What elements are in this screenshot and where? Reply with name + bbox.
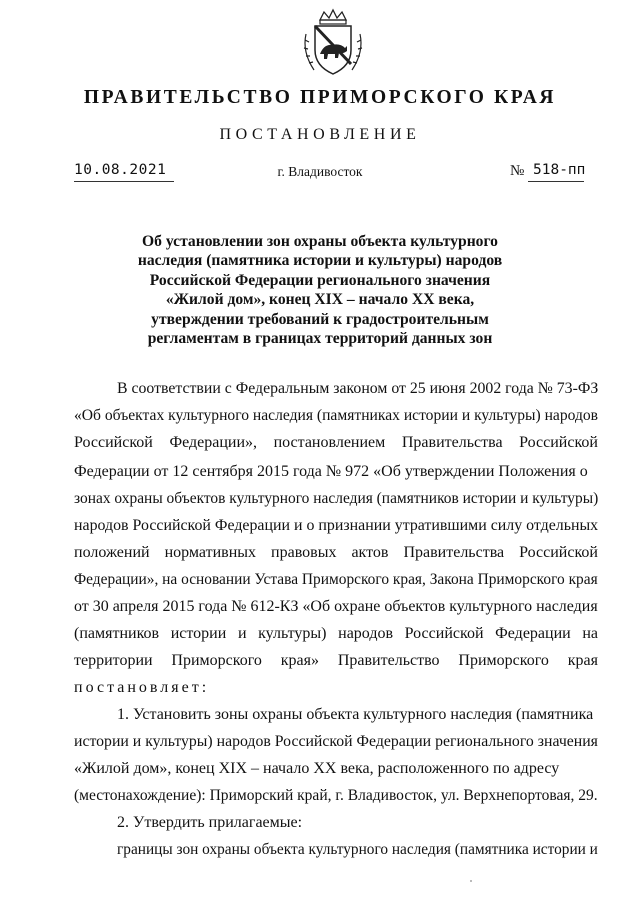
document-date: 10.08.2021: [74, 162, 167, 178]
word: Правительства: [403, 544, 505, 561]
heading-line: наследия (памятника истории и культуры) народов: [137, 252, 503, 270]
paragraph-line: Федерации от 12 сентября 2015 года № 972 «Об утверждении Положения о: [74, 463, 588, 480]
heading-line: утверждении требований к градостроительным: [151, 310, 489, 328]
word: Российской: [519, 434, 598, 451]
heading-line: «Жилой дом», конец XIX – начало XX века,: [165, 291, 475, 309]
word: Российской: [519, 544, 598, 561]
paragraph-line: (местонахождение): Приморский край, г. Владивосток, ул. Верхнепортовая, 29.: [74, 787, 598, 804]
word: народов: [338, 625, 394, 642]
document-heading: [0, 232, 640, 348]
word: и: [237, 625, 247, 642]
word: истории: [170, 625, 227, 642]
word: Приморского: [171, 652, 262, 669]
word: актов: [351, 544, 389, 561]
word: Российской: [74, 434, 153, 451]
government-title: ПРАВИТЕЛЬСТВО ПРИМОРСКОГО КРАЯ: [83, 87, 557, 108]
word: Российской: [404, 625, 484, 642]
paragraph-line-justified: [74, 625, 598, 643]
heading-line: Об установлении зон охраны объекта культурного: [142, 233, 498, 250]
word: на: [582, 625, 598, 642]
paragraph-line: истории и культуры) народов Российской Федерации регионального значения: [74, 733, 598, 750]
heading-line: регламентам в границах территорий данных зон: [147, 330, 493, 348]
number-sign: №: [510, 163, 525, 179]
paragraph-line: границы зон охраны объекта культурного наследия (памятника истории и: [117, 841, 598, 858]
word: края»: [280, 652, 319, 669]
paragraph-line: зонах охраны объектов культурного наследия (памятников истории и культуры): [74, 490, 599, 507]
word: Правительство: [337, 652, 440, 669]
paragraph-line: 1. Установить зоны охраны объекта культурного наследия (памятника: [117, 706, 594, 723]
paragraph-line: В соответствии с Федеральным законом от 25 июня 2002 года № 73-ФЗ: [117, 380, 599, 397]
word: Приморского: [458, 652, 549, 669]
paragraph-line: «Жилой дом», конец XIX – начало XX века, расположенного по адресу: [74, 760, 560, 777]
word: территории: [74, 652, 153, 669]
document-city: г. Владивосток: [277, 164, 363, 179]
word: правовых: [271, 544, 337, 561]
decree-word: постановляет:: [74, 679, 210, 696]
paragraph-line-justified: [74, 652, 598, 670]
paragraph-line: 2. Утвердить прилагаемые:: [117, 814, 303, 831]
word: Федерации: [495, 625, 571, 642]
word: Правительства: [401, 434, 503, 451]
primorsky-krai-coat-of-arms-icon: [296, 8, 370, 78]
paragraph-line-justified: [74, 434, 598, 452]
paragraph-line-justified: [74, 544, 598, 562]
word: (памятников: [74, 625, 160, 642]
scan-speck: [470, 880, 472, 882]
heading-line: Российской Федерации регионального значения: [149, 271, 491, 289]
word: нормативных: [164, 544, 257, 561]
document-number: 518-пп: [533, 162, 586, 178]
word: Федерации»,: [169, 434, 257, 451]
word: положений: [74, 544, 150, 561]
paragraph-line: Федерации», на основании Устава Приморского края, Закона Приморского края: [74, 571, 598, 588]
paragraph-line: от 30 апреля 2015 года № 612-КЗ «Об охране объектов культурного наследия: [74, 598, 598, 615]
paragraph-line: «Об объектах культурного наследия (памятниках истории и культуры) народов: [74, 407, 599, 424]
word: культуры): [258, 625, 327, 642]
paragraph-line: народов Российской Федерации и о признании утратившими силу отдельных: [74, 517, 599, 534]
word: постановлением: [273, 434, 386, 451]
document-type: ПОСТАНОВЛЕНИЕ: [219, 126, 421, 143]
word: края: [567, 652, 598, 669]
